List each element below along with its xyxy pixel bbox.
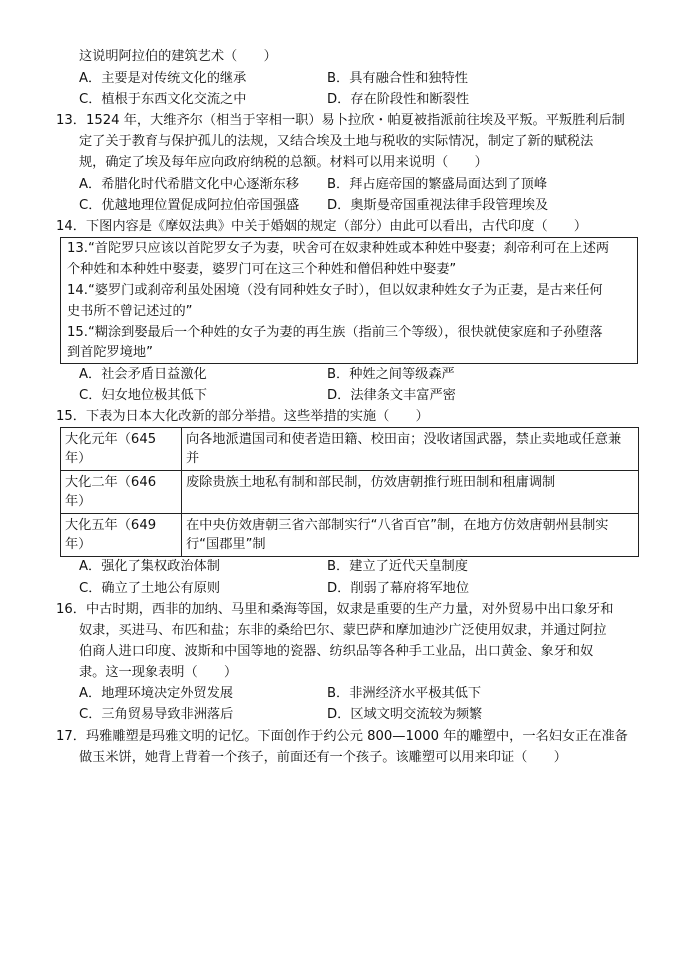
q16-option-c: C．三角贸易导致非洲落后 [79,707,234,722]
manusmriti-excerpt-box [60,237,638,364]
table-cell-measure: 向各地派遣国司和使者造田籍、校田亩；没收诸国武器，禁止卖地或任意兼并 [182,428,639,471]
table-row [61,514,639,557]
q14-option-d: D．法律条文丰富严密 [327,388,456,403]
q17-stem-line: 17．玛雅雕塑是玛雅文明的记忆。下面创作于约公元 800—1000 年的雕塑中，一名妇女正在准备 [56,729,628,744]
q16-stem-line: 隶。这一现象表明（ ） [79,665,238,680]
q15-option-c: C．确立了土地公有原则 [79,581,221,596]
q12-option-c: C．植根于东西文化交流之中 [79,92,247,107]
excerpt-line: 史书所不曾记述过的” [67,304,193,319]
table-row [61,428,639,471]
q12-option-b: B．具有融合性和独特性 [327,71,468,86]
q16-option-a: A．地理环境决定外贸发展 [79,686,234,701]
q15-stem: 15．下表为日本大化改新的部分举措。这些举措的实施（ ） [56,409,429,424]
excerpt-line: 个种姓和本种姓中娶妻，婆罗门可在这三个种姓和僧侣种姓中娶妻” [67,262,457,277]
q13-option-c: C．优越地理位置促成阿拉伯帝国强盛 [79,198,300,213]
q14-option-a: A．社会矛盾日益激化 [79,367,207,382]
table-row [61,471,639,514]
excerpt-line: 到首陀罗境地” [67,345,153,360]
q15-option-b: B．建立了近代天皇制度 [327,559,468,574]
q13-stem-line: 定了关于教育与保护孤儿的法规，又结合埃及土地与税收的实际情况，制定了新的赋税法 [79,134,594,149]
table-cell-measure: 废除贵族土地私有制和部民制，仿效唐朝推行班田制和租庸调制 [182,471,639,514]
q14-option-b: B．种姓之间等级森严 [327,367,455,382]
q13-stem-line: 13．1524 年，大维齐尔（相当于宰相一职）易卜拉欣・帕夏被指派前往埃及平叛。平叛胜利后制 [56,113,625,128]
excerpt-line: 15.“糊涂到娶最后一个种姓的女子为妻的再生族（指前三个等级），很快就使家庭和子孙堕落 [67,325,603,340]
q15-option-a: A．强化了集权政治体制 [79,559,220,574]
q17-stem-line: 做玉米饼，她背上背着一个孩子，前面还有一个孩子。该雕塑可以用来印证（ ） [79,750,567,765]
q13-option-b: B．拜占庭帝国的繁盛局面达到了顶峰 [327,177,548,192]
q12-option-a: A．主要是对传统文化的继承 [79,71,247,86]
q15-option-d: D．削弱了幕府将军地位 [327,581,470,596]
q16-option-b: B．非洲经济水平极其低下 [327,686,482,701]
q13-option-a: A．希腊化时代希腊文化中心逐渐东移 [79,177,300,192]
table-cell-year: 大化二年（646 年） [61,471,182,514]
taika-reform-table [60,427,639,557]
q14-stem: 14．下图内容是《摩奴法典》中关于婚姻的规定（部分）由此可以看出，古代印度（ ） [56,219,588,234]
excerpt-line: 14.“婆罗门或刹帝利虽处困境（没有同种姓女子时），但以奴隶种姓女子为正妻，是古来任何 [67,283,603,298]
q16-stem-line: 16．中古时期，西非的加纳、马里和桑海等国，奴隶是重要的生产力量，对外贸易中出口象牙和 [56,602,614,617]
q16-stem-line: 奴隶，买进马、布匹和盐；东非的桑给巴尔、蒙巴萨和摩加迪沙广泛使用奴隶，并通过阿拉 [79,623,607,638]
q12-stem-tail: 这说明阿拉伯的建筑艺术（ ） [79,49,277,64]
q16-option-d: D．区域文明交流较为频繁 [327,707,483,722]
table-cell-measure: 在中央仿效唐朝三省六部制实行“八省百官”制，在地方仿效唐朝州县制实行“国郡里”制 [182,514,639,557]
q12-option-d: D．存在阶段性和断裂性 [327,92,470,107]
table-cell-year: 大化元年（645 年） [61,428,182,471]
q13-option-d: D．奥斯曼帝国重视法律手段管理埃及 [327,198,549,213]
excerpt-line: 13.“首陀罗只应该以首陀罗女子为妻，吠舍可在奴隶种姓或本种姓中娶妻；刹帝利可在上述两 [67,241,610,256]
q16-stem-line: 伯商人进口印度、波斯和中国等地的瓷器、纺织品等各种手工业品，出口黄金、象牙和奴 [79,644,594,659]
q14-option-c: C．妇女地位极其低下 [79,388,207,403]
table-cell-year: 大化五年（649 年） [61,514,182,557]
q13-stem-line: 规，确定了埃及每年应向政府纳税的总额。材料可以用来说明（ ） [79,155,488,170]
